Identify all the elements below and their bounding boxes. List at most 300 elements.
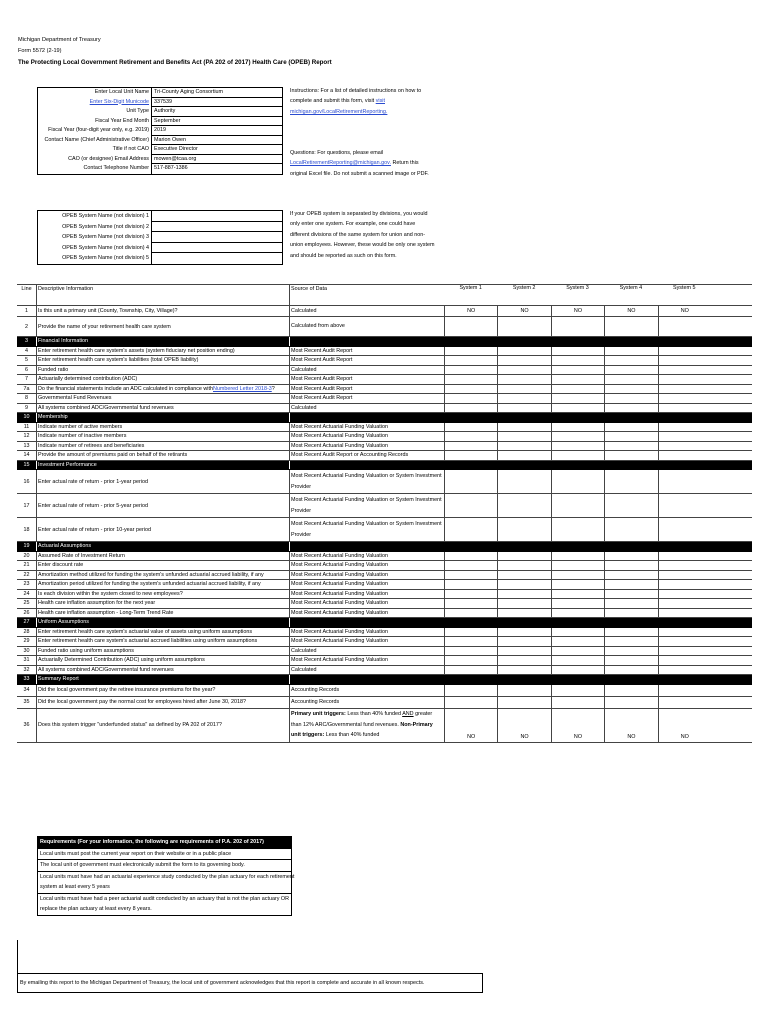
system-4-cell[interactable] (604, 432, 657, 441)
system-4-cell[interactable] (604, 423, 657, 432)
system-1-cell[interactable] (444, 470, 497, 493)
system-2-cell[interactable] (497, 697, 550, 708)
system-5-cell[interactable] (658, 518, 711, 541)
system-2-cell[interactable] (497, 366, 550, 375)
row-description (36, 404, 290, 413)
system-4-cell[interactable] (604, 599, 657, 608)
system-3-cell[interactable] (551, 697, 604, 708)
table-row (17, 685, 752, 697)
requirement-line: Local units must have had an actuarial experience study conducted by the plan actuary for each retirement (40, 873, 295, 880)
requirement-line: replace the plan actuary at least every 8 years. (40, 906, 152, 912)
data-source-text: Calculated from above (291, 323, 345, 329)
table-row (17, 590, 752, 600)
system-3-cell[interactable] (551, 423, 604, 432)
system-5-cell[interactable] (658, 385, 711, 394)
data-source (290, 675, 442, 684)
unit-info-value[interactable]: Executive Director (151, 145, 282, 155)
opeb-system-row (38, 253, 282, 264)
table-row (17, 385, 752, 395)
data-source (290, 552, 442, 561)
line-number: 2 (25, 323, 28, 330)
system-1-cell[interactable]: NO (444, 306, 497, 316)
system-1-cell[interactable] (444, 366, 497, 375)
unit-info-row (38, 136, 282, 146)
section-header-row (17, 337, 752, 347)
table-row (17, 432, 752, 442)
system-5-cell[interactable] (658, 656, 711, 665)
section-header-row (17, 675, 752, 685)
system-4-cell[interactable] (604, 347, 657, 356)
system-2-cell[interactable] (497, 666, 550, 675)
system-2-cell[interactable] (497, 356, 550, 365)
system-4-cell[interactable] (604, 628, 657, 637)
line-number: 34 (23, 687, 30, 693)
instructions-line: complete and submit this form, visit (290, 98, 375, 105)
table-row (17, 366, 752, 376)
system-5-cell[interactable] (658, 647, 711, 656)
system-4-cell[interactable]: NO (604, 306, 657, 316)
system-2-cell[interactable] (497, 317, 550, 336)
data-source-text: Accounting Records (291, 686, 340, 693)
system-3-cell[interactable] (551, 470, 604, 493)
row-description (36, 375, 290, 384)
data-source (290, 413, 442, 422)
system-3-cell[interactable] (551, 599, 604, 608)
data-source-text: Accounting Records (291, 698, 340, 705)
system-5-cell[interactable] (658, 366, 711, 375)
system-4-cell[interactable] (604, 685, 657, 696)
system-4-cell[interactable] (604, 366, 657, 375)
system-4-cell[interactable] (604, 666, 657, 675)
system-3-cell[interactable] (551, 590, 604, 599)
opeb-system-input[interactable] (151, 232, 282, 243)
system-2-cell[interactable] (497, 432, 550, 441)
system-4-cell[interactable] (604, 470, 657, 493)
system-5-cell[interactable] (658, 685, 711, 696)
section-title (36, 413, 290, 422)
email-link[interactable]: LocalRetirementReporting@michigan.gov. (290, 160, 391, 167)
system-5-cell[interactable] (658, 404, 711, 413)
system-1-cell[interactable] (444, 432, 497, 441)
opeb-note-line: and should be reported as such on this form. (290, 252, 397, 259)
system-5-cell[interactable]: NO (658, 709, 711, 742)
unit-info-row (38, 164, 282, 174)
opeb-note-line: union employees. However, these would be only one system (290, 242, 435, 249)
system-3-cell[interactable] (551, 451, 604, 460)
row-description-text: Is this unit a primary unit (County, Township, City, Village)? (38, 308, 178, 314)
system-2-cell[interactable] (497, 647, 550, 656)
opeb-system-input[interactable] (151, 211, 282, 222)
system-2-cell[interactable] (497, 518, 550, 541)
system-4-cell[interactable]: NO (604, 709, 657, 742)
system-1-cell[interactable] (444, 561, 497, 570)
system-2-cell[interactable] (497, 470, 550, 493)
system-5-cell[interactable]: NO (658, 306, 711, 316)
desc-header: Descriptive Information (36, 285, 290, 305)
system-5-cell[interactable] (658, 375, 711, 384)
system-5-label: System 5 (673, 285, 696, 291)
row-description-text: Indicate number of retirees and beneficiaries (38, 442, 145, 449)
system-4-cell[interactable] (604, 571, 657, 580)
row-description-text: Financial Information (38, 338, 89, 345)
unit-info-value[interactable]: mowen@tcaa.org (151, 155, 282, 165)
line-number: 8 (25, 395, 28, 402)
row-description-text: Actuarial Assumptions (38, 543, 92, 550)
system-3-cell[interactable] (551, 347, 604, 356)
row-description (36, 637, 290, 646)
system-3-cell[interactable] (551, 656, 604, 665)
line-number: 10 (23, 414, 30, 421)
system-1-cell[interactable] (444, 590, 497, 599)
row-description (36, 666, 290, 675)
data-source (290, 580, 442, 589)
page-title: The Protecting Local Government Retirement and Benefits Act (PA 202 of 2017) Health Care (OPEB) Report (18, 59, 332, 66)
system-5-cell[interactable] (658, 442, 711, 451)
data-source (290, 394, 442, 403)
requirement-line: system at least every 5 years (40, 884, 110, 890)
line-number: 26 (23, 609, 30, 616)
unit-info-value[interactable]: Marion Owen (151, 136, 282, 146)
system-2-cell[interactable] (497, 375, 550, 384)
row-description-text: Is each division within the system closed to new employees? (38, 590, 183, 597)
requirements-box (37, 836, 295, 916)
system-4-cell[interactable] (604, 394, 657, 403)
system-2-cell[interactable] (497, 685, 550, 696)
retirement-reporting-link[interactable]: michigan.gov/LocalRetirementReporting. (290, 108, 388, 115)
system-4-cell[interactable] (604, 375, 657, 384)
system-5-cell[interactable] (658, 697, 711, 708)
requirement-line: Local units must have had a peer actuarial audit conducted by an actuary that is not the plan actuary OR (40, 895, 290, 902)
system-4-cell[interactable] (604, 590, 657, 599)
opeb-note-line: only enter one system. For example, one could have (290, 221, 416, 228)
system-2-cell[interactable] (497, 404, 550, 413)
line-number: 7a (23, 385, 30, 392)
system-2-cell[interactable] (497, 442, 550, 451)
row-description (36, 561, 290, 570)
system-2-cell[interactable] (497, 599, 550, 608)
line-number: 30 (23, 647, 30, 654)
row-description-text: Did the local government pay the normal cost for employees hired after June 30, 2018? (38, 699, 246, 705)
system-4-cell[interactable] (604, 647, 657, 656)
row-description-text: Governmental Fund Revenues (38, 395, 112, 402)
instructions-link[interactable]: visit (375, 98, 385, 105)
data-source (290, 423, 442, 432)
data-source (290, 666, 442, 675)
system-2-label: System 2 (512, 285, 536, 291)
system-3-cell[interactable] (551, 404, 604, 413)
line-number: 32 (23, 666, 30, 673)
system-4-cell[interactable] (604, 697, 657, 708)
row-description (36, 609, 290, 618)
system-1-cell[interactable] (444, 552, 497, 561)
opeb-systems-box (37, 210, 283, 265)
system-2-cell[interactable] (497, 609, 550, 618)
unit-info-value[interactable]: Authority (151, 107, 282, 117)
line-number: 18 (23, 526, 30, 533)
system-1-cell[interactable] (444, 375, 497, 384)
system-3-cell[interactable] (551, 685, 604, 696)
system-5-cell[interactable] (658, 628, 711, 637)
table-row (17, 470, 752, 494)
data-source (290, 599, 442, 608)
table-row (17, 609, 752, 619)
system-4-cell[interactable] (604, 637, 657, 646)
system-1-cell[interactable] (444, 685, 497, 696)
system-3-cell[interactable] (551, 317, 604, 336)
system-4-cell[interactable] (604, 356, 657, 365)
system-4-cell[interactable] (604, 518, 657, 541)
system-2-cell[interactable] (497, 451, 550, 460)
system-3-cell[interactable] (551, 637, 604, 646)
system-3-cell[interactable] (551, 385, 604, 394)
system-3-cell[interactable] (551, 494, 604, 517)
system-5-cell[interactable] (658, 432, 711, 441)
system-3-cell[interactable] (551, 375, 604, 384)
unit-info-label: Title if not CAO (112, 146, 149, 152)
table-row (17, 394, 752, 404)
system-3-cell[interactable]: NO (551, 306, 604, 316)
system-2-cell[interactable] (497, 561, 550, 570)
system-5-cell[interactable] (658, 423, 711, 432)
system-2-cell[interactable] (497, 385, 550, 394)
line-number: 33 (23, 676, 30, 683)
system-1-cell[interactable] (444, 442, 497, 451)
line-number: 9 (25, 404, 28, 411)
system-4-cell[interactable] (604, 317, 657, 336)
system-2-cell[interactable] (497, 423, 550, 432)
unit-info-value[interactable]: 2019 (151, 126, 282, 136)
row-description (36, 656, 290, 665)
data-source-text: Calculated (291, 647, 317, 654)
section-title (36, 337, 290, 346)
system-3-cell[interactable] (551, 356, 604, 365)
data-source-text: Most Recent Actuarial Funding Valuation (291, 581, 388, 587)
data-source-text: Most Recent Audit Report (291, 395, 353, 401)
system-1-cell[interactable] (444, 599, 497, 608)
system-4-cell[interactable] (604, 385, 657, 394)
data-source-text: Calculated (291, 666, 317, 673)
system-1-cell[interactable] (444, 385, 497, 394)
opeb-system-input[interactable] (151, 222, 282, 233)
system-3-cell[interactable] (551, 432, 604, 441)
data-source (290, 542, 442, 551)
line-number: 21 (23, 562, 30, 569)
unit-info-value[interactable]: September (151, 117, 282, 127)
system-2-cell[interactable] (497, 552, 550, 561)
line-number: 25 (23, 600, 30, 607)
unit-info-label: Enter Local Unit Name (94, 89, 149, 95)
opeb-system-row (38, 232, 282, 243)
data-source-text: Calculated (291, 404, 317, 411)
system-1-cell[interactable] (444, 628, 497, 637)
system-5-cell[interactable] (658, 666, 711, 675)
system-3-cell[interactable] (551, 366, 604, 375)
system-5-cell[interactable] (658, 609, 711, 618)
section-title (36, 461, 290, 470)
system-3-cell[interactable] (551, 442, 604, 451)
system-5-cell[interactable] (658, 470, 711, 493)
opeb-system-input[interactable] (151, 253, 282, 264)
unit-info-value[interactable]: 517-887-1386 (151, 164, 282, 174)
row-description-text: All systems combined ADC/Governmental fund revenues (38, 404, 174, 411)
unit-info-box (37, 87, 283, 175)
system-1-cell[interactable] (444, 647, 497, 656)
system-1-cell[interactable] (444, 580, 497, 589)
unit-info-value[interactable]: Tri-County Aging Consortium (151, 88, 282, 98)
system-2-cell[interactable] (497, 637, 550, 646)
system-5-cell[interactable] (658, 590, 711, 599)
system-1-cell[interactable]: NO (444, 709, 497, 742)
system-2-cell[interactable] (497, 394, 550, 403)
system-2-cell[interactable] (497, 347, 550, 356)
system-4-cell[interactable] (604, 494, 657, 517)
system-5-cell[interactable] (658, 347, 711, 356)
system-1-cell[interactable] (444, 317, 497, 336)
system-5-cell[interactable] (658, 451, 711, 460)
system-2-cell[interactable] (497, 628, 550, 637)
system-3-cell[interactable] (551, 552, 604, 561)
system-3-cell[interactable] (551, 580, 604, 589)
department-name: Michigan Department of Treasury (18, 37, 101, 43)
table-row (17, 637, 752, 647)
row-description-text: Amortization method utilized for funding the system's unfunded actuarial accrued liability, if any (38, 571, 264, 578)
data-source (290, 385, 442, 394)
data-source (290, 561, 442, 570)
row-description-text: Indicate number of active members (38, 423, 123, 430)
system-5-cell[interactable] (658, 580, 711, 589)
system-4-cell[interactable] (604, 404, 657, 413)
unit-info-label: CAO (or designee) Email Address (68, 155, 149, 162)
data-source-text: Most Recent Actuarial Funding Valuation (291, 562, 388, 568)
system-5-cell[interactable] (658, 552, 711, 561)
system-3-cell[interactable]: NO (551, 709, 604, 742)
table-row (17, 317, 752, 337)
system-5-cell[interactable] (658, 494, 711, 517)
opeb-system-row (38, 243, 282, 254)
unit-info-label: Contact Name (Chief Administrative Officer) (44, 136, 149, 143)
row-description-text: Does this system trigger "underfunded status" as defined by PA 202 of 2017? (38, 722, 222, 728)
system-2-cell[interactable]: NO (497, 709, 550, 742)
data-source (290, 518, 442, 541)
table-row (17, 709, 752, 743)
line-number: 31 (23, 657, 30, 664)
requirements-header: Requirements (For your information, the following are requirements of P.A. 202 of 2017) (38, 837, 291, 849)
system-5-cell[interactable] (658, 317, 711, 336)
system-5-cell[interactable] (658, 394, 711, 403)
row-description-text: Actuarially determined contribution (ADC) (38, 376, 138, 383)
system-2-cell[interactable] (497, 580, 550, 589)
opeb-system-label: OPEB System Name (not division) 4 (62, 244, 149, 251)
line-number: 5 (25, 357, 28, 364)
line-number: 12 (23, 433, 30, 440)
trigger-text-part: Primary unit triggers: (291, 711, 346, 718)
system-3-cell[interactable] (551, 647, 604, 656)
row-description-text: Enter actual rate of return - prior 1-year period (38, 478, 148, 485)
table-row (17, 347, 752, 357)
system-1-cell[interactable] (444, 637, 497, 646)
system-5-cell[interactable] (658, 571, 711, 580)
system-4-cell[interactable] (604, 609, 657, 618)
data-source (290, 366, 442, 375)
numbered-letter-link[interactable]: Numbered Letter 2018-3 (213, 385, 272, 392)
data-source (290, 347, 442, 356)
line-number: 27 (23, 619, 30, 626)
questions-text (290, 148, 440, 179)
system-1-cell[interactable] (444, 697, 497, 708)
system-5-cell[interactable] (658, 599, 711, 608)
system-4-cell[interactable] (604, 552, 657, 561)
system-1-cell[interactable] (444, 451, 497, 460)
system-2-cell[interactable]: NO (497, 306, 550, 316)
system-3-cell[interactable] (551, 628, 604, 637)
unit-info-label[interactable]: Enter Six-Digit Municode (89, 98, 149, 105)
system-2-cell[interactable] (497, 494, 550, 517)
data-source-text: Most Recent Audit Report or Accounting Records (291, 452, 409, 458)
system-4-cell[interactable] (604, 451, 657, 460)
line-number: 22 (23, 571, 30, 578)
section-header-row (17, 413, 752, 423)
system-1-cell[interactable] (444, 347, 497, 356)
system-2-cell[interactable] (497, 656, 550, 665)
row-description-text: Enter retirement health care system's liabilities (total OPEB liability) (38, 357, 199, 364)
row-description-text: Provide the amount of premiums paid on behalf of the retirants (38, 452, 188, 459)
system-3-cell[interactable] (551, 518, 604, 541)
system-4-cell[interactable] (604, 442, 657, 451)
system-2-cell[interactable] (497, 590, 550, 599)
data-source (290, 647, 442, 656)
table-row (17, 518, 752, 542)
section-header-row (17, 461, 752, 471)
system-1-cell[interactable] (444, 518, 497, 541)
trigger-text-part: greater than 12% ARC/Governmental fund revenues. (291, 711, 433, 728)
section-title (36, 675, 290, 684)
system-5-cell[interactable] (658, 637, 711, 646)
unit-info-value[interactable]: 337539 (151, 98, 282, 108)
section-title (36, 542, 290, 551)
requirement-line: Local units must post the current year report on their website or in a public place (40, 850, 232, 857)
opeb-system-input[interactable] (151, 243, 282, 254)
system-1-cell[interactable] (444, 666, 497, 675)
system-5-cell[interactable] (658, 356, 711, 365)
data-source (290, 609, 442, 618)
system-1-cell[interactable] (444, 394, 497, 403)
system-3-cell[interactable] (551, 561, 604, 570)
system-2-cell[interactable] (497, 571, 550, 580)
system-1-cell[interactable] (444, 423, 497, 432)
system-1-cell[interactable] (444, 571, 497, 580)
row-description (36, 599, 290, 608)
opeb-system-row (38, 211, 282, 222)
system-1-cell[interactable] (444, 656, 497, 665)
system-1-cell[interactable] (444, 356, 497, 365)
system-4-cell[interactable] (604, 561, 657, 570)
row-description (36, 385, 290, 394)
data-source (290, 697, 442, 708)
system-4-label: System 4 (619, 285, 643, 291)
system-3-cell[interactable] (551, 609, 604, 618)
system-4-cell[interactable] (604, 580, 657, 589)
system-3-cell[interactable] (551, 571, 604, 580)
data-source-text: Most Recent Audit Report (291, 385, 353, 392)
system-5-cell[interactable] (658, 561, 711, 570)
system-1-cell[interactable] (444, 609, 497, 618)
system-4-cell[interactable] (604, 656, 657, 665)
system-3-cell[interactable] (551, 666, 604, 675)
source-header: Source of Data (291, 286, 327, 292)
system-1-cell[interactable] (444, 404, 497, 413)
system-3-cell[interactable] (551, 394, 604, 403)
system-1-cell[interactable] (444, 494, 497, 517)
